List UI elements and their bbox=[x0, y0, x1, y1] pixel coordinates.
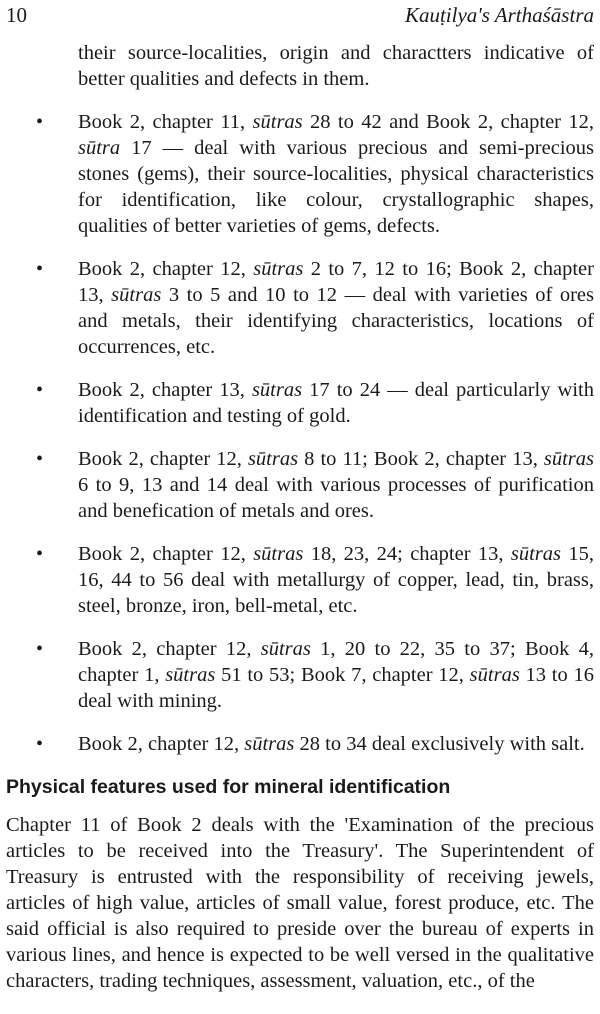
italic-term: sūtras bbox=[469, 664, 520, 686]
italic-term: sūtras bbox=[244, 733, 295, 755]
running-header bbox=[6, 2, 594, 28]
list-item bbox=[36, 731, 594, 757]
bullet-icon: • bbox=[36, 448, 44, 470]
italic-term: sūtras bbox=[111, 284, 162, 306]
body-paragraph: Chapter 11 of Book 2 deals with the 'Examination of the precious articles to be received into the Treasury'. The Superintendent of Treasury is entrusted with the responsibility of receiving jewels, articles of high value, articles of small value, forest produce, etc. The said official is also required to preside over the bureau of experts in various lines, and hence is expected to be well versed in the qualitative characters, trading techniques, assessment, valuation, etc., of the bbox=[6, 814, 594, 992]
page-number: 10 bbox=[6, 3, 27, 27]
list-item-text: Book 2, chapter 11, sūtras 28 to 42 and Book 2, chapter 12, sūtra 17 — deal with various precious and semi-precious stones (gems), their source-localities, physical characteristics for identification, like colour, crystallographic shapes, qualities of better varieties of gems, defects. bbox=[78, 111, 594, 237]
bullet-icon: • bbox=[36, 258, 44, 280]
running-title: Kauṭilya's Arthaśāstra bbox=[404, 3, 594, 27]
list-item-text: Book 2, chapter 12, sūtras 2 to 7, 12 to 16; Book 2, chapter 13, sūtras 3 to 5 and 10 to 12 — deal with varieties of ores and metals, their identifying characteristics, locations of occurrences, etc. bbox=[78, 258, 595, 358]
italic-term: sūtras bbox=[247, 448, 299, 470]
list-item bbox=[36, 109, 594, 239]
italic-term: sūtras bbox=[253, 258, 304, 280]
list-item bbox=[36, 256, 595, 360]
list-item bbox=[36, 446, 595, 524]
list-item-text: Book 2, chapter 12, sūtras 18, 23, 24; chapter 13, sūtras 15, 16, 44 to 56 deal with metallurgy of copper, lead, tin, brass, steel, bronze, iron, bell-metal, etc. bbox=[78, 543, 594, 617]
section-heading: Physical features used for mineral identification bbox=[6, 776, 451, 798]
bullet-icon: • bbox=[36, 543, 44, 565]
list-item-text: Book 2, chapter 12, sūtras 28 to 34 deal exclusively with salt. bbox=[78, 733, 585, 755]
sutra-reference-list bbox=[0, 109, 600, 757]
continuation-paragraph: their source-localities, origin and charactters indicative of better qualities and defects in them. bbox=[78, 42, 594, 90]
page-content bbox=[0, 40, 600, 994]
bullet-icon: • bbox=[36, 111, 44, 133]
italic-term: sūtras bbox=[252, 111, 303, 133]
italic-term: sūtras bbox=[260, 638, 311, 660]
italic-term: sūtra bbox=[78, 137, 121, 159]
italic-term: sūtras bbox=[543, 448, 595, 470]
italic-term: sūtras bbox=[253, 543, 304, 565]
list-item bbox=[36, 636, 594, 714]
italic-term: sūtras bbox=[510, 543, 562, 565]
bullet-icon: • bbox=[36, 379, 44, 401]
list-item bbox=[36, 377, 594, 429]
bullet-icon: • bbox=[36, 638, 44, 660]
italic-term: sūtras bbox=[165, 664, 216, 686]
italic-term: sūtras bbox=[251, 379, 303, 401]
list-item bbox=[36, 541, 594, 619]
list-item-text: Book 2, chapter 13, sūtras 17 to 24 — deal particularly with identification and testing of gold. bbox=[78, 379, 594, 427]
list-item-text: Book 2, chapter 12, sūtras 1, 20 to 22, 35 to 37; Book 4, chapter 1, sūtras 51 to 53; Book 7, chapter 12, sūtras 13 to 16 deal with mining. bbox=[78, 638, 594, 712]
bullet-icon: • bbox=[36, 733, 44, 755]
list-item-text: Book 2, chapter 12, sūtras 8 to 11; Book 2, chapter 13, sūtras 6 to 9, 13 and 14 deal with various processes of purification and benefication of metals and ores. bbox=[78, 448, 595, 522]
